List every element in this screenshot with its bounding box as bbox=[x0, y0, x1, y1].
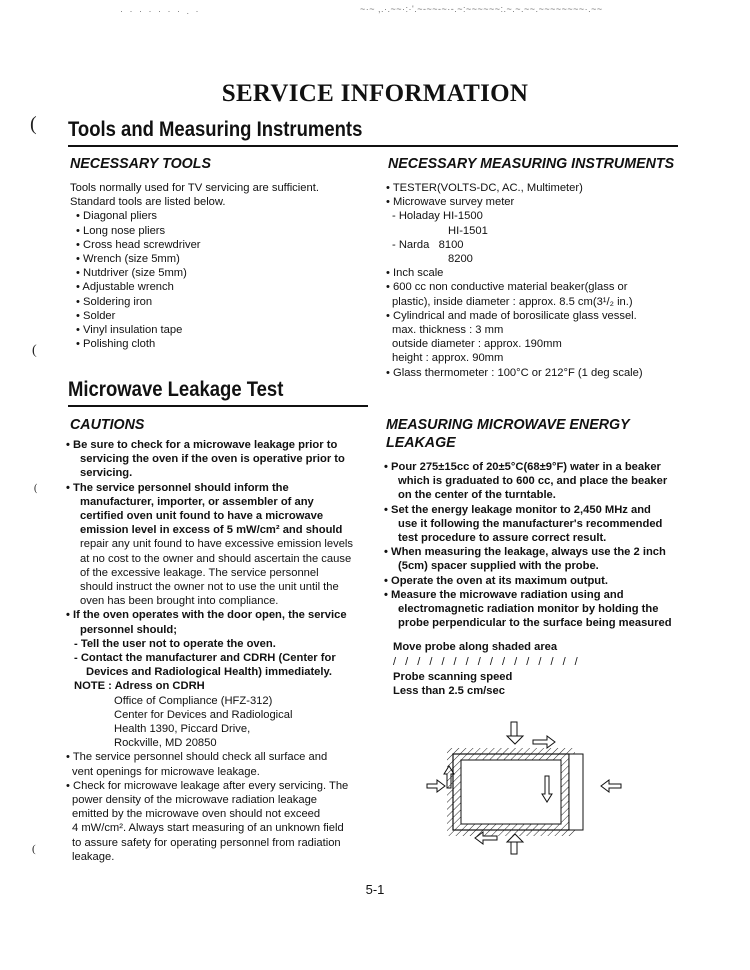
tool-item: • Soldering iron bbox=[76, 295, 153, 308]
caution-line: certified oven unit found to have a microwave bbox=[80, 510, 324, 523]
instrument-line: • 600 cc non conductive material beaker(glass or bbox=[386, 281, 628, 294]
caution-line: NOTE : Adress on CDRH bbox=[74, 680, 205, 693]
caution-line: to assure safety for operating personnel from radiation bbox=[72, 836, 341, 849]
probe-note: Move probe along shaded area bbox=[393, 641, 558, 653]
scan-noise: · · · · · · · . · bbox=[120, 6, 201, 16]
caution-line: Health 1390, Piccard Drive, bbox=[114, 723, 251, 736]
caution-line: oven has been brought into compliance. bbox=[80, 595, 279, 608]
margin-mark: ( bbox=[32, 343, 37, 358]
section-heading-tools: Tools and Measuring Instruments bbox=[68, 118, 363, 141]
caution-line: at no cost to the owner and should ascertain the cause bbox=[80, 552, 352, 565]
instrument-line: • Cylindrical and made of borosilicate glass vessel. bbox=[386, 309, 637, 322]
instrument-line: • TESTER(VOLTS-DC, AC., Multimeter) bbox=[386, 182, 583, 194]
tools-intro-line: Standard tools are listed below. bbox=[70, 196, 226, 209]
caution-line: 4 mW/cm². Always start measuring of an unknown field bbox=[72, 822, 344, 835]
caution-line: • If the oven operates with the door open, the service bbox=[66, 609, 347, 622]
caution-line: leakage. bbox=[72, 850, 115, 863]
caution-line: emission level in excess of 5 mW/cm² and should bbox=[80, 524, 343, 537]
caution-line: Rockville, MD 20850 bbox=[114, 737, 217, 750]
measuring-line: on the center of the turntable. bbox=[398, 489, 556, 502]
caution-line: - Tell the user not to operate the oven. bbox=[74, 637, 276, 650]
probe-speed-label: Probe scanning speed bbox=[393, 671, 513, 683]
oven-door-window bbox=[461, 760, 561, 824]
measuring-energy-heading-line1: MEASURING MICROWAVE ENERGY bbox=[386, 416, 630, 433]
tool-item: • Diagonal pliers bbox=[76, 210, 158, 223]
instrument-line: plastic), inside diameter : approx. 8.5 cm(3¹/₂ in.) bbox=[392, 295, 633, 308]
caution-line: servicing the oven if the oven is operative prior to bbox=[80, 453, 345, 466]
instrument-line: height : approx. 90mm bbox=[392, 352, 504, 365]
tool-item: • Adjustable wrench bbox=[76, 281, 174, 294]
margin-mark: ( bbox=[30, 113, 37, 135]
measuring-line: • Operate the oven at its maximum output. bbox=[384, 574, 608, 587]
caution-line: manufacturer, importer, or assembler of any bbox=[80, 495, 314, 508]
caution-line: power density of the microwave radiation leakage bbox=[72, 794, 318, 807]
necessary-tools-heading: NECESSARY TOOLS bbox=[70, 155, 211, 172]
instrument-line: • Inch scale bbox=[386, 267, 444, 280]
caution-line: should instruct the owner not to use the unit until the bbox=[80, 581, 339, 594]
arrow-icon bbox=[507, 834, 523, 854]
probe-speed-value: Less than 2.5 cm/sec bbox=[393, 685, 505, 697]
caution-line: • The service personnel should inform the bbox=[66, 481, 289, 494]
instrument-line: - Holaday HI-1500 bbox=[392, 210, 483, 223]
caution-line: servicing. bbox=[80, 467, 133, 480]
caution-line: Center for Devices and Radiological bbox=[114, 708, 293, 721]
page-title: SERVICE INFORMATION bbox=[221, 80, 529, 107]
oven-probe-diagram bbox=[425, 718, 625, 858]
measuring-line: test procedure to assure correct result. bbox=[398, 532, 607, 545]
margin-mark: ( bbox=[32, 843, 36, 855]
measuring-line: • Measure the microwave radiation using and bbox=[384, 588, 624, 601]
measuring-line: which is graduated to 600 cc, and place the beaker bbox=[398, 475, 668, 488]
arrow-icon bbox=[507, 722, 523, 744]
caution-line: Office of Compliance (HFZ-312) bbox=[114, 694, 273, 707]
measuring-line: probe perpendicular to the surface being measured bbox=[398, 617, 672, 630]
caution-line: of the excessive leakage. The service personnel bbox=[80, 566, 319, 579]
scan-noise: ~·~ ,.·.~~·:·'.~-~~-~·-.~:~~~~~~:.~.~.~~.~~~~~~~~·.~~ bbox=[360, 4, 603, 14]
caution-line: Devices and Radiological Health) immediately. bbox=[86, 666, 332, 679]
tools-intro-line: Tools normally used for TV servicing are sufficient. bbox=[70, 182, 319, 194]
cautions-list bbox=[66, 438, 353, 864]
caution-line: • Be sure to check for a microwave leakage prior to bbox=[66, 439, 338, 451]
instrument-line: - Narda 8100 bbox=[392, 238, 464, 251]
margin-mark: ( bbox=[34, 483, 38, 494]
measuring-energy-heading-line2: LEAKAGE bbox=[386, 434, 456, 451]
measuring-instruments-heading: NECESSARY MEASURING INSTRUMENTS bbox=[388, 155, 675, 172]
cautions-heading: CAUTIONS bbox=[70, 416, 145, 433]
caution-line: repair any unit found to have excessive emission levels bbox=[80, 538, 353, 551]
arrow-icon bbox=[427, 780, 445, 792]
caution-line: • Check for microwave leakage after every servicing. The bbox=[66, 779, 349, 792]
measuring-line: • Pour 275±15cc of 20±5°C(68±9°F) water in a beaker bbox=[384, 461, 661, 473]
measuring-line: • Set the energy leakage monitor to 2,450 MHz and bbox=[384, 503, 651, 516]
tool-item: • Wrench (size 5mm) bbox=[76, 253, 180, 266]
tool-item: • Polishing cloth bbox=[76, 338, 156, 351]
caution-line: • The service personnel should check all surface and bbox=[66, 751, 328, 764]
tool-item: • Nutdriver (size 5mm) bbox=[76, 267, 187, 280]
tool-item: • Vinyl insulation tape bbox=[76, 324, 183, 337]
measuring-instruments-list bbox=[386, 181, 643, 380]
caution-line: vent openings for microwave leakage. bbox=[72, 765, 260, 778]
instrument-line: max. thickness : 3 mm bbox=[392, 324, 504, 337]
instrument-line: 8200 bbox=[448, 253, 473, 266]
measuring-line: electromagnetic radiation monitor by holding the bbox=[398, 603, 659, 616]
tool-item: • Solder bbox=[76, 309, 116, 322]
instrument-line: HI-1501 bbox=[448, 224, 488, 237]
section-heading-leakage: Microwave Leakage Test bbox=[68, 378, 284, 401]
oven-control-panel bbox=[569, 754, 583, 830]
necessary-tools-list bbox=[70, 181, 319, 351]
caution-line: - Contact the manufacturer and CDRH (Center for bbox=[74, 652, 336, 665]
instrument-line: • Glass thermometer : 100°C or 212°F (1 deg scale) bbox=[386, 366, 643, 379]
arrow-icon bbox=[533, 736, 555, 748]
arrow-icon bbox=[601, 780, 621, 792]
hatch-marks: / / / / / / / / / / / / / / / / bbox=[393, 656, 581, 668]
measuring-steps bbox=[384, 460, 672, 630]
measuring-line: (5cm) spacer supplied with the probe. bbox=[398, 560, 599, 573]
section-rule bbox=[68, 145, 678, 147]
tool-item: • Long nose pliers bbox=[76, 224, 166, 237]
instrument-line: • Microwave survey meter bbox=[386, 196, 515, 209]
section-rule bbox=[68, 405, 368, 407]
tool-item: • Cross head screwdriver bbox=[76, 238, 201, 251]
caution-line: personnel should; bbox=[80, 623, 177, 636]
caution-line: emitted by the microwave oven should not exceed bbox=[72, 808, 321, 821]
instrument-line: outside diameter : approx. 190mm bbox=[392, 338, 562, 351]
measuring-line: use it following the manufacturer's recommended bbox=[398, 517, 663, 530]
measuring-line: • When measuring the leakage, always use the 2 inch bbox=[384, 546, 666, 559]
page-number: 5-1 bbox=[365, 882, 385, 897]
